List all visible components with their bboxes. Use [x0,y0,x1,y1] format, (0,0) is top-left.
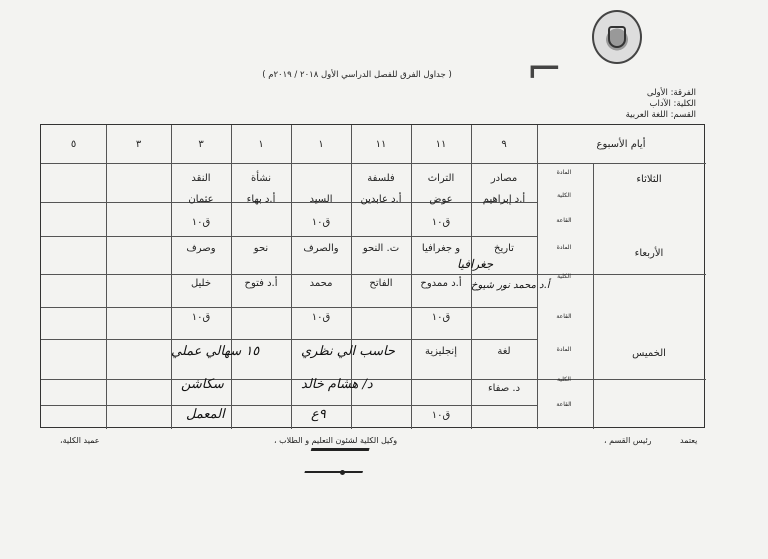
row-line [41,236,537,237]
wednesday-subject-history: تاريخ [494,243,514,254]
label-hall-wednesday: القاعة [556,313,572,320]
period-11a: ١١ [435,139,447,150]
period-5: ٥ [70,139,77,150]
wednesday-hall-2: ق١٠ [311,312,331,323]
wednesday-hall-1: ق١٠ [431,312,451,323]
thursday-teacher-hisham-khaled: د/ هشام خالد [301,377,373,392]
period-3b: ٣ [135,139,142,150]
table-header-line [41,163,706,164]
label-hall-tuesday: القاعة [556,217,572,224]
label-subject-wednesday: المادة [556,244,572,251]
thursday-hall-lab: المعمل [186,407,225,422]
wednesday-hall-3: ق١٠ [191,312,211,323]
signature-mark [304,448,369,473]
thursday-handwritten-computer-theory: حاسب الي نظري [301,344,395,359]
thursday-hall-1: ق١٠ [431,410,451,421]
thursday-teacher-safaa: د. صفاء [487,383,521,394]
tuesday-teacher-ibrahim: أ.د إبراهيم [482,194,526,205]
period-11b: ١١ [375,139,387,150]
wednesday-subject-grammar: نحو [253,243,269,254]
tuesday-subject-criticism: النقد [191,173,211,184]
tuesday-hall-2: ق١٠ [311,217,331,228]
signature-dot [340,470,345,475]
label-subject-thursday: المادة [556,346,572,353]
day-separator [41,274,706,275]
tuesday-subject-heritage: التراث [427,173,455,184]
tuesday-teacher-alsayed: السيد [309,194,333,205]
row-line [41,405,537,406]
wednesday-subject-syntax: وصرف [186,243,216,254]
wednesday-teacher-fattouh: أ.د فتوح [244,278,278,289]
label-column-line [593,163,594,429]
handwritten-marking: ⌐ [526,44,563,95]
dean-label: عميد الكلية، [60,436,100,445]
column-line [106,125,107,429]
tuesday-hall-1: ق١٠ [431,217,451,228]
row-line [41,339,537,340]
column-line [537,125,538,429]
label-faculty-thursday: الكلية [557,376,571,383]
wednesday-teacher-khalil: خليل [190,278,212,289]
tuesday-subject-sources: مصادر [490,173,518,184]
tuesday-teacher-bahaa: أ.د بهاء [246,194,276,205]
wednesday-handwritten-teacher: أ.د محمد نور شيوخ [471,280,550,291]
thursday-subject-language: لغة [497,346,511,357]
university-logo [592,10,642,64]
document-meta [546,88,696,121]
tuesday-hall-3: ق١٠ [191,217,211,228]
column-line [291,125,292,429]
tuesday-subject-origin: نشأة [251,173,271,184]
label-subject-tuesday: المادة [556,169,572,176]
period-3a: ٣ [198,139,204,150]
tuesday-teacher-abdeen: أ.د عابدين [360,194,402,205]
column-line [171,125,172,429]
days-label: أيام الأسبوع [596,139,646,150]
label-faculty-wednesday: الكلية [557,273,571,280]
thursday-handwritten-computer-practical: ١٥ سهالي عملي [171,344,260,359]
label-faculty-tuesday: الكلية [557,192,571,199]
tuesday-teacher-othman: عثمان [188,194,214,205]
meta-faculty: الكلية: الآداب [649,99,696,109]
period-9: ٩ [501,139,507,150]
approval-label: يعتمد [680,436,698,445]
day-separator [41,379,706,380]
wednesday-teacher-alfateh: الفاتح [369,278,393,289]
wednesday-teacher-mohamed: محمد [309,278,333,289]
wednesday-subject-grammar-history: ت. النحو [362,243,400,254]
thursday-hall-2: ٩ع [311,407,326,422]
thursday-sections: سكاشن [181,377,224,392]
period-1a: ١ [318,139,324,150]
label-hall-thursday: القاعة [556,401,572,408]
row-line [41,307,537,308]
schedule-table [40,124,705,428]
meta-year: الفرقة: الأولى [646,88,696,98]
wednesday-subject-morphology: والصرف [303,243,339,254]
wednesday-handwritten-geography: جغرافيا [457,257,494,271]
wednesday-teacher-mamdouh: أ.د ممدوح [420,278,462,289]
vice-dean-label: وكيل الكلية لشئون التعليم و الطلاب ، [274,436,398,445]
wednesday-subject-geography: و جغرافيا [421,243,461,254]
period-1b: ١ [258,139,264,150]
day-thursday: الخميس [632,348,666,359]
meta-department: القسم: اللغة العربية [625,110,696,120]
tuesday-teacher-awad: عوض [429,194,453,205]
page-title: ( جداول الفرق للفصل الدراسي الأول ٢٠١٨ / ٢٠١٩م ) [262,70,452,80]
thursday-subject-english: إنجليزية [424,346,457,357]
department-head-label: رئيس القسم ، [604,436,652,445]
tuesday-subject-philosophy: فلسفة [367,173,395,184]
column-line [411,125,412,429]
column-line [231,125,232,429]
day-tuesday: الثلاثاء [636,174,662,185]
day-wednesday: الأربعاء [634,248,664,259]
